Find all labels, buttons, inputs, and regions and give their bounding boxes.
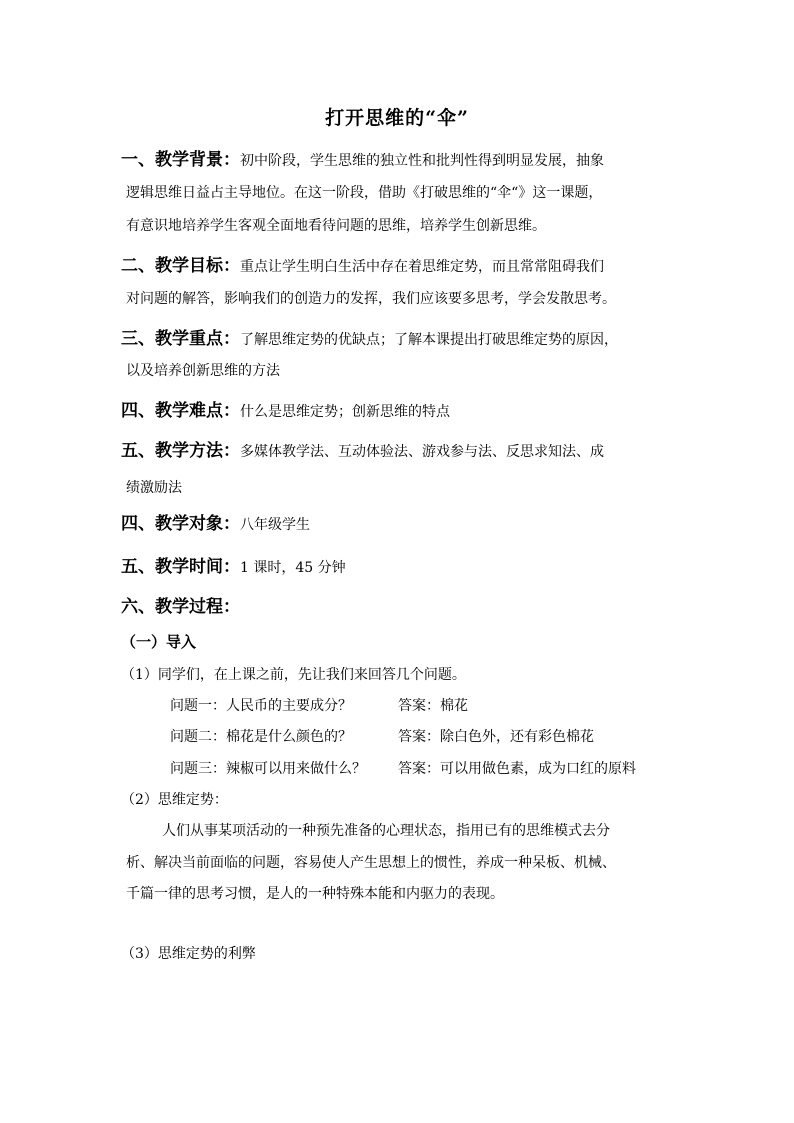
- section-difficulty: [121, 401, 681, 422]
- question-text: 问题二：棉花是什么颜色的？: [170, 729, 352, 745]
- section-goal: [121, 256, 681, 277]
- section-target: [121, 514, 681, 535]
- answer-text: 答案：棉花: [398, 698, 468, 714]
- section-text: 以及培养创新思维的方法: [126, 363, 280, 379]
- section-text: 八年级学生: [240, 517, 310, 533]
- section-text: 有意识地培养学生客观全面地看待问题的思维，培养学生创新思维。: [126, 218, 546, 234]
- definition-paragraph: 析、解决当前面临的问题，容易使人产生思想上的惯性，养成一种呆板、机械、: [126, 855, 616, 871]
- section-method: [121, 441, 681, 462]
- document-title: 打开思维的“伞”: [325, 107, 469, 129]
- section-text: 了解思维定势的优缺点；了解本课提出打破思维定势的原因，: [240, 332, 618, 348]
- section-heading: 六、教学过程：: [121, 597, 240, 617]
- section-text: 对问题的解答，影响我们的创造力的发挥，我们应该要多思考，学会发散思考。: [126, 291, 616, 307]
- section-text: 逻辑思维日益占主导地位。在这一阶段，借助《打破思维的“伞“》这一课题，: [126, 185, 603, 201]
- intro-step-3: （3）思维定势的利弊: [121, 946, 256, 962]
- section-text: 多媒体教学法、互动体验法、游戏参与法、反思求知法、成: [240, 444, 604, 460]
- answer-text: 答案：除白色外，还有彩色棉花: [398, 729, 594, 745]
- definition-paragraph: 千篇一律的思考习惯，是人的一种特殊本能和内驱力的表现。: [126, 886, 504, 902]
- section-text: 重点让学生明白生活中存在着思维定势，而且常常阻碍我们: [240, 259, 604, 275]
- section-text: 1 课时，45 分钟: [240, 560, 346, 576]
- section-heading: 四、教学难点：: [121, 401, 240, 421]
- section-heading: 五、教学方法：: [121, 441, 240, 461]
- section-time: [121, 557, 681, 578]
- intro-step-1: （1）同学们，在上课之前，先让我们来回答几个问题。: [121, 667, 466, 683]
- question-row: [170, 759, 730, 779]
- intro-step-2: （2）思维定势：: [121, 792, 228, 808]
- question-text: 问题一：人民币的主要成分？: [170, 698, 352, 714]
- section-background: [121, 150, 681, 171]
- section-heading: 一、教学背景：: [121, 150, 240, 170]
- section-heading: 四、教学对象：: [121, 514, 240, 534]
- definition-paragraph: 人们从事某项活动的一种预先准备的心理状态，指用已有的思维模式去分: [162, 823, 610, 839]
- section-key: [121, 329, 681, 350]
- section-process: [121, 597, 681, 618]
- section-text: 初中阶段，学生思维的独立性和批判性得到明显发展，抽象: [240, 153, 604, 169]
- answer-text: 答案：可以用做色素，成为口红的原料: [398, 761, 636, 777]
- question-row: [170, 696, 730, 716]
- section-heading: 二、教学目标：: [121, 256, 240, 276]
- intro-heading: （一）导入: [121, 633, 197, 651]
- section-heading: 三、教学重点：: [121, 329, 240, 349]
- section-heading: 五、教学时间：: [121, 557, 240, 577]
- section-text: 什么是思维定势；创新思维的特点: [240, 404, 450, 420]
- question-text: 问题三：辣椒可以用来做什么？: [170, 761, 366, 777]
- question-row: [170, 727, 730, 747]
- section-text: 绩激励法: [126, 480, 182, 496]
